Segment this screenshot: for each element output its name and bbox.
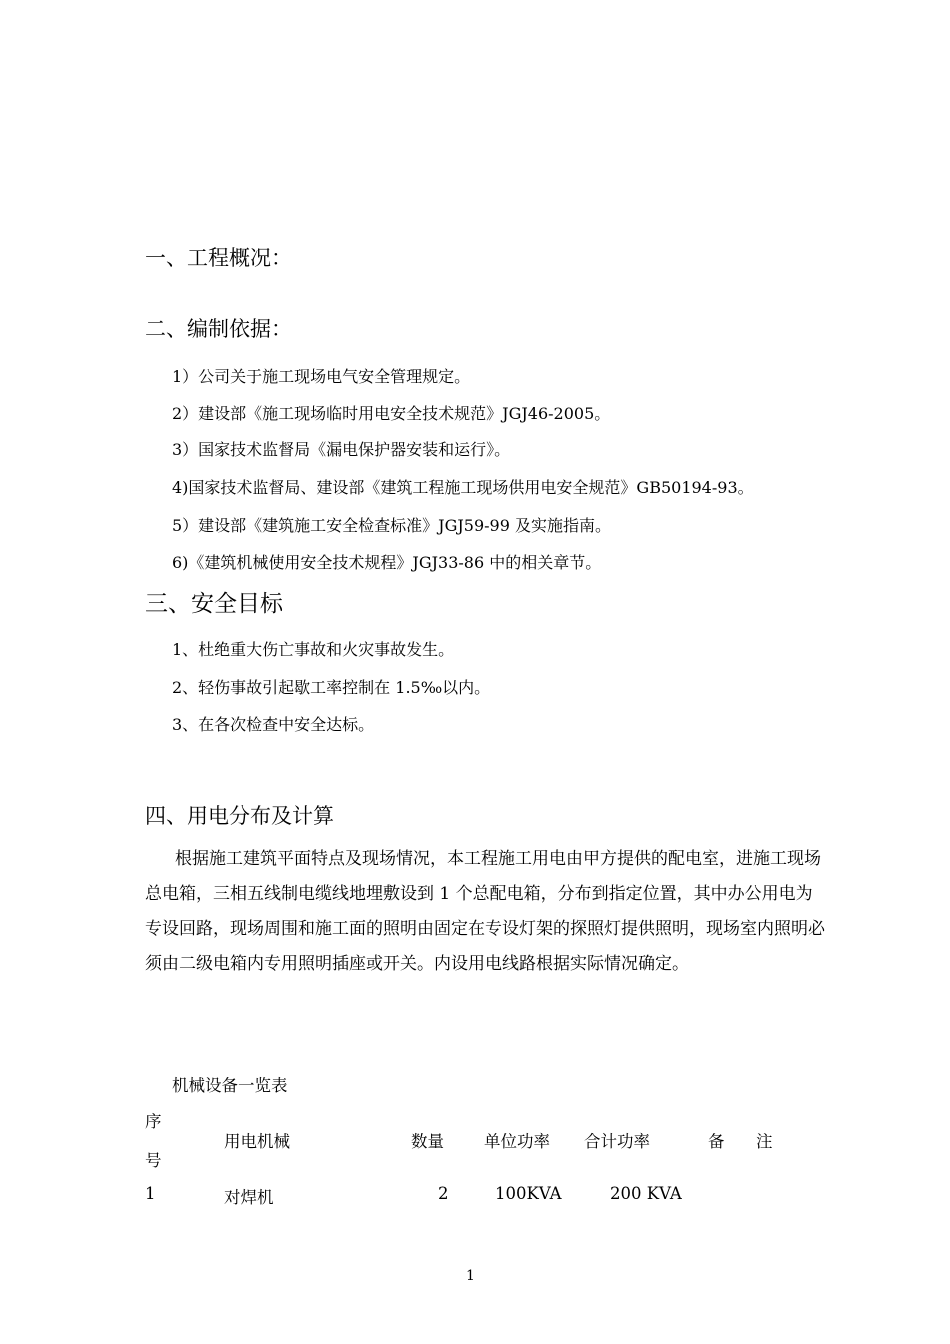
goal-item-1: 1、杜绝重大伤亡事故和火灾事故发生。 bbox=[172, 640, 455, 659]
row-unit-power: 100KVA bbox=[495, 1184, 562, 1203]
header-qty: 数量 bbox=[411, 1132, 444, 1151]
header-unit-power: 单位功率 bbox=[484, 1132, 550, 1151]
basis-item-2: 2）建设部《施工现场临时用电安全技术规范》JGJ46-2005。 bbox=[172, 404, 611, 423]
row-no: 1 bbox=[145, 1184, 156, 1203]
row-machine: 对焊机 bbox=[224, 1188, 274, 1207]
header-total-power: 合计功率 bbox=[584, 1132, 650, 1151]
power-distribution-paragraph: 根据施工建筑平面特点及现场情况，本工程施工用电由甲方提供的配电室，进施工现场总电箱，三相五线制电缆线地埋敷设到 1 个总配电箱，分布到指定位置，其中办公用电为专设回路，现场周围和施工面的照明由固定在专设灯架的探照灯提供照明，现场室内照明必须由二级电箱内专用照明插座或开关。内设用电线路根据实际情况确定。 bbox=[145, 849, 825, 974]
basis-item-3: 3）国家技术监督局《漏电保护器安装和运行》。 bbox=[172, 440, 511, 459]
header-remark-1: 备 bbox=[708, 1132, 725, 1151]
basis-item-4: 4)国家技术监督局、建设部《建筑工程施工现场供用电安全规范》GB50194-93。 bbox=[172, 478, 754, 497]
goal-item-2: 2、轻伤事故引起歇工率控制在 1.5‰以内。 bbox=[172, 678, 491, 697]
header-no-line2: 号 bbox=[145, 1151, 162, 1170]
section-2-title: 二、编制依据： bbox=[145, 317, 292, 341]
goal-item-3: 3、在各次检查中安全达标。 bbox=[172, 715, 375, 734]
header-machine: 用电机械 bbox=[224, 1132, 290, 1151]
basis-item-1: 1）公司关于施工现场电气安全管理规定。 bbox=[172, 367, 471, 386]
header-remark-2: 注 bbox=[756, 1132, 773, 1151]
table-caption: 机械设备一览表 bbox=[172, 1076, 288, 1095]
row-qty: 2 bbox=[438, 1184, 449, 1203]
basis-item-5: 5）建设部《建筑施工安全检查标准》JGJ59-99 及实施指南。 bbox=[172, 516, 612, 535]
section-3-title: 三、安全目标 bbox=[145, 591, 283, 617]
header-no-line1: 序 bbox=[145, 1112, 162, 1131]
row-total-power: 200 KVA bbox=[610, 1184, 682, 1203]
page-number: 1 bbox=[466, 1268, 475, 1284]
section-1-title: 一、工程概况： bbox=[145, 246, 292, 270]
section-4-title: 四、用电分布及计算 bbox=[145, 804, 334, 828]
basis-item-6: 6)《建筑机械使用安全技术规程》JGJ33-86 中的相关章节。 bbox=[172, 553, 602, 572]
